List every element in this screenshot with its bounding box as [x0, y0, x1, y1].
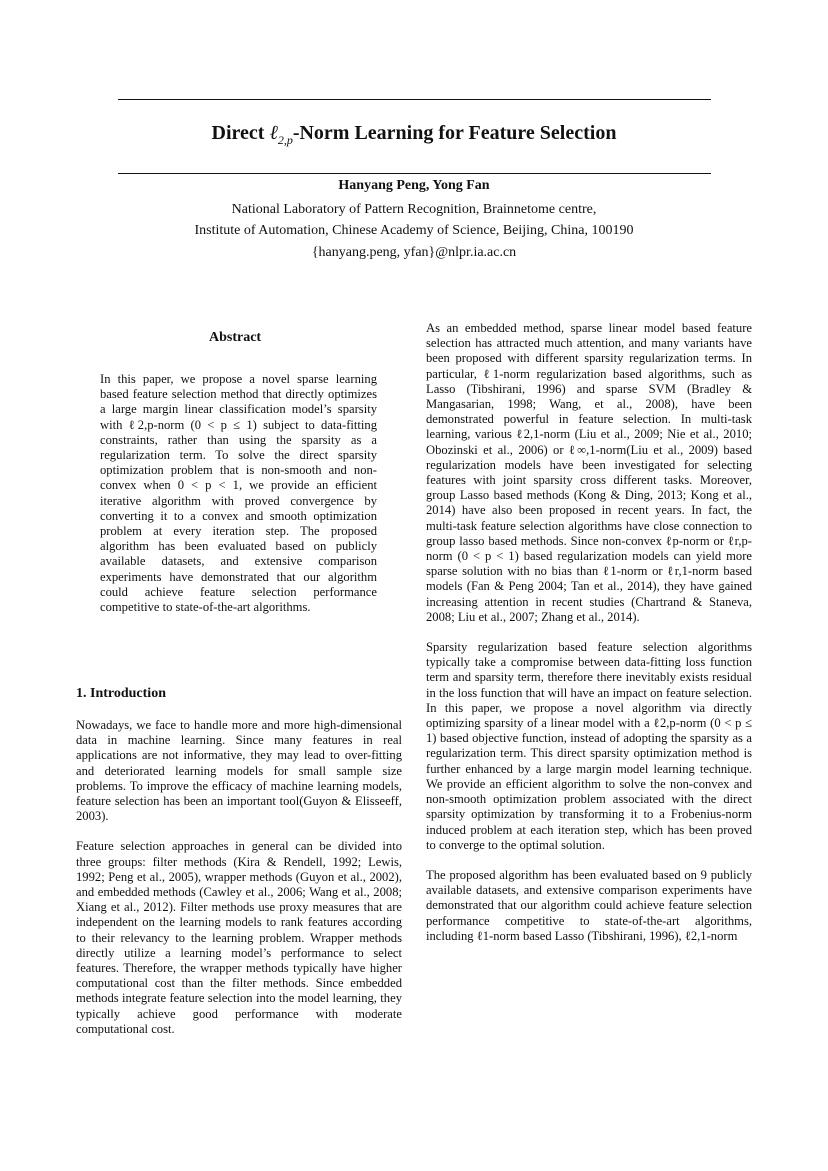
right-paragraph-2: Sparsity regularization based feature selection algorithms typically take a compromise between data-fitting loss function term and sparsity term, therefore there inevitably exists residual in the loss function that will have an impact on feature selection. In this paper, we propose a novel algorithm via directly optimizing sparsity of a linear model with a ℓ2,p-norm (0 < p ≤ 1) based objective function, instead of adopting the sparsity as a regularization term. This direct sparsity optimization method is further enhanced by a large margin model learning technique. We provide an efficient algorithm to solve the non-convex and non-smooth optimization problem associated with the direct sparsity optimization by transforming it to a Frobenius-norm induced problem at each iteration step, which has been proved to converge to the optimal solution.: [426, 640, 752, 852]
authors: Hanyang Peng, Yong Fan: [338, 178, 490, 193]
title-norm-symbol: ℓ: [269, 122, 278, 144]
right-column: [426, 321, 752, 959]
intro-paragraph-1: Nowadays, we face to handle more and more high-dimensional data in machine learning. Since many features in real applications are not informative, they may lead to over-fitting and deteriorated learning models for small sample size problems. To improve the efficacy of machine learning models, feature selection has been an important tool(Guyon & Elisseeff, 2003).: [76, 718, 402, 824]
right-paragraph-3: The proposed algorithm has been evaluated based on 9 publicly available datasets, and extensive comparison experiments have demonstrated that our algorithm could achieve feature selection performance competitive to state-of-the-art algorithms, including ℓ1-norm based Lasso (Tibshirani, 1996), ℓ2,1-norm: [426, 867, 752, 943]
abstract-heading: Abstract: [209, 330, 262, 345]
title-suffix: -Norm Learning for Feature Selection: [292, 122, 617, 144]
intro-heading: 1. Introduction: [76, 686, 166, 701]
left-column: [76, 718, 402, 1052]
affiliation-line1: National Laboratory of Pattern Recognition, Brainnetome centre,: [231, 202, 597, 217]
title-norm-sub: 2,p: [277, 133, 293, 147]
bottom-rule: [118, 173, 711, 174]
title-prefix: Direct: [211, 122, 265, 144]
intro-paragraph-2: Feature selection approaches in general can be divided into three groups: filter methods (Kira & Rendell, 1992; Lewis, 1992; Peng et al., 2005), wrapper methods (Guyon et al., 2002), and embedded methods (Cawley et al., 2006; Wang et al., 2008; Xiang et al., 2012). Filter methods use proxy measures that are independent on the learning models to rank features according to their relevancy to the learning problem. Wrapper methods directly utilize a learning model’s performance to select features. Therefore, the wrapper methods typically have higher computational cost than the filter methods. Since embedded methods integrate feature selection into the model learning, they typically achieve good performance with moderate computational cost.: [76, 839, 402, 1036]
abstract-body: [100, 372, 377, 630]
right-paragraph-1: As an embedded method, sparse linear model based feature selection has attracted much attention, and many variants have been proposed with different sparsity regularization terms. In particular, ℓ1-norm regularization based algorithms, such as Lasso (Tibshirani, 1996) and sparse SVM (Bradley & Mangasarian, 1998; Wang, et al., 2008), have been demonstrated powerful in feature selection. In multi-task learning, various ℓ2,1-norm (Liu et al., 2009; Nie et al., 2010; Obozinski et al., 2006) or ℓ∞,1-norm(Liu et al., 2009) based regularization models have been investigated for selecting features with joint sparsity cross different tasks. Moreover, group Lasso based methods (Kong & Ding, 2013; Kong et al., 2014) have also been proposed in recent years. In fact, the multi-task feature selection algorithms have close connection to group lasso based methods. Since non-convex ℓp-norm or ℓr,p-norm (0 < p < 1) based regularization models can yield more sparse solution with no bias than ℓ1-norm or ℓr,1-norm based models (Fan & Peng 2004; Tan et al., 2014), they have gained increasing attention in recent studies (Chartrand & Staneva, 2008; Liu et al., 2007; Zhang et al., 2014).: [426, 321, 752, 624]
affiliation-line2: Institute of Automation, Chinese Academy of Science, Beijing, China, 100190: [194, 223, 634, 238]
top-rule: [118, 99, 711, 100]
paper-title: [60, 122, 768, 145]
abstract-text: In this paper, we propose a novel sparse learning based feature selection method that directly optimizes a large margin linear classification model’s sparsity with ℓ2,p-norm (0 < p ≤ 1) subject to data-fitting constraints, rather than using the sparsity as a regularization term. To solve the direct sparsity optimization problem that is non-smooth and non-convex when 0 < p < 1, we provide an efficient iterative algorithm with proved convergence by converting it to a convex and smooth optimization problem at every iteration step. The proposed algorithm has been evaluated based on publicly available datasets, and extensive comparison experiments have demonstrated that our algorithm could achieve feature selection performance competitive to state-of-the-art algorithms.: [100, 372, 377, 615]
email: {hanyang.peng, yfan}@nlpr.ia.ac.cn: [311, 245, 517, 260]
